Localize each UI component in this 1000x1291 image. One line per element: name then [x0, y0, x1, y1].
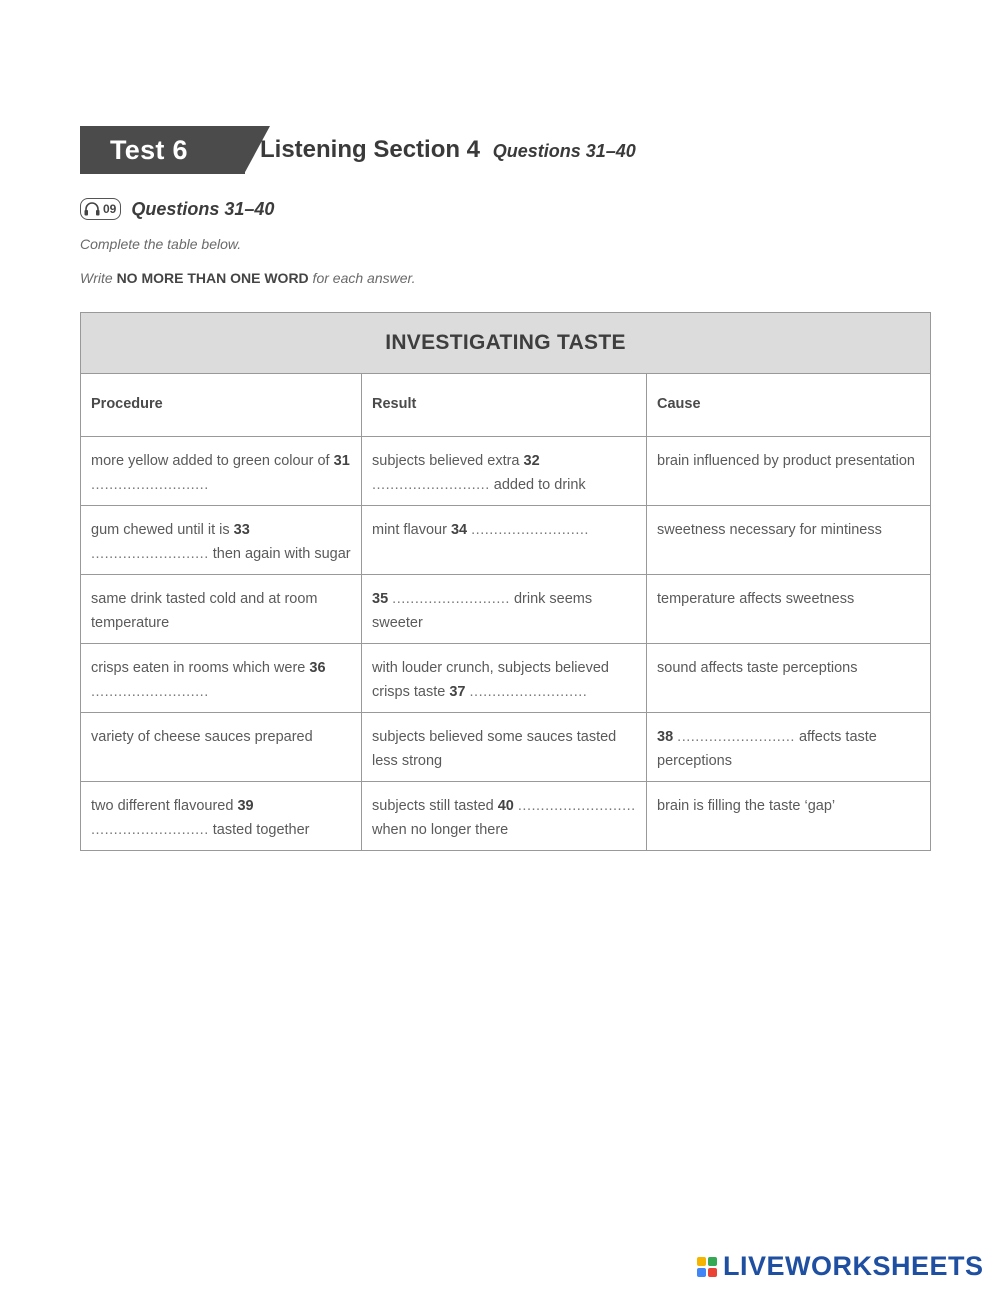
- cell-text: affects taste perceptions: [657, 729, 877, 769]
- cell-cause: [647, 506, 931, 575]
- audio-track-number: 09: [103, 202, 117, 216]
- audio-track: [80, 198, 274, 220]
- taste-table: [80, 312, 931, 851]
- cell-result: [362, 644, 647, 713]
- cell-text: when no longer there: [372, 822, 509, 838]
- cell-result: [362, 575, 647, 644]
- cell-text: sweetness necessary for mintiness: [657, 522, 882, 538]
- cell-procedure: [81, 437, 362, 506]
- cell-text: more yellow added to green colour of: [91, 453, 334, 469]
- cell-text: crisps eaten in rooms which were: [91, 660, 310, 676]
- cell-text: brain is filling the taste ‘gap’: [657, 798, 836, 814]
- cell-cause: [647, 782, 931, 851]
- cell-text: added to drink: [489, 477, 586, 493]
- cell-text: drink seems sweeter: [372, 591, 593, 631]
- cell-text: mint flavour: [372, 522, 451, 538]
- cell-procedure: [81, 713, 362, 782]
- headphones-icon: [83, 201, 101, 217]
- cell-text: subjects believed some sauces tasted less strong: [372, 729, 617, 769]
- column-header-row: [81, 374, 931, 437]
- question-number: 33: [233, 522, 250, 538]
- question-number: 32: [523, 453, 540, 469]
- instruction-suffix: for each answer.: [308, 270, 416, 286]
- answer-blank[interactable]: ..........................: [91, 684, 209, 700]
- answer-blank[interactable]: ..........................: [469, 684, 588, 700]
- cell-procedure: [81, 575, 362, 644]
- question-number: 31: [333, 453, 350, 469]
- table-row: [81, 713, 931, 782]
- instruction-line-1: Complete the table below.: [80, 236, 242, 252]
- column-header-cause: Cause: [647, 374, 931, 437]
- cell-text: variety of cheese sauces prepared: [91, 729, 313, 745]
- cell-text: with louder crunch, subjects believed crisps taste: [372, 660, 609, 700]
- section-title-text: Listening Section 4: [260, 136, 481, 163]
- answer-blank[interactable]: ..........................: [392, 591, 510, 607]
- answer-blank[interactable]: ..........................: [471, 522, 589, 538]
- column-header-result: Result: [362, 374, 647, 437]
- cell-text: tasted together: [208, 822, 310, 838]
- cell-cause: [647, 575, 931, 644]
- cell-text: same drink tasted cold and at room temperature: [91, 591, 318, 631]
- cell-result: [362, 437, 647, 506]
- question-number: 40: [497, 798, 514, 814]
- cell-procedure: [81, 782, 362, 851]
- section-title: [260, 136, 636, 164]
- table-row: [81, 644, 931, 713]
- instruction-prefix: Write: [80, 270, 117, 286]
- section-questions: Questions 31–40: [492, 141, 636, 161]
- question-number: 39: [237, 798, 254, 814]
- cell-text: then again with sugar: [208, 546, 351, 562]
- logo-text: LIVEWORKSHEETS: [723, 1251, 984, 1281]
- question-number: 34: [450, 522, 468, 538]
- table-row: [81, 437, 931, 506]
- test-label: Test 6: [80, 126, 245, 174]
- cell-text: temperature affects sweetness: [657, 591, 855, 607]
- cell-result: [362, 782, 647, 851]
- cell-text: subjects still tasted: [372, 798, 498, 814]
- question-number: 37: [449, 684, 466, 700]
- taste-table-wrapper: [80, 312, 930, 851]
- cell-procedure: [81, 644, 362, 713]
- cell-text: gum chewed until it is: [91, 522, 234, 538]
- question-number: 36: [309, 660, 326, 676]
- audio-badge: [80, 198, 121, 220]
- question-number: 38: [657, 729, 674, 745]
- answer-blank[interactable]: ..........................: [677, 729, 795, 745]
- cell-result: [362, 506, 647, 575]
- logo-blocks-icon: [697, 1257, 717, 1277]
- cell-cause: [647, 644, 931, 713]
- table-row: [81, 506, 931, 575]
- answer-blank[interactable]: ..........................: [91, 477, 209, 493]
- cell-text: sound affects taste perceptions: [657, 660, 858, 676]
- cell-result: [362, 713, 647, 782]
- answer-blank[interactable]: ..........................: [372, 477, 490, 493]
- table-row: [81, 782, 931, 851]
- audio-title: Questions 31–40: [131, 198, 275, 219]
- instruction-line-2: [80, 270, 416, 286]
- cell-text: two different flavoured: [91, 798, 238, 814]
- table-title: INVESTIGATING TASTE: [81, 313, 931, 374]
- column-header-procedure: Procedure: [81, 374, 362, 437]
- answer-blank[interactable]: ..........................: [517, 798, 636, 814]
- answer-blank[interactable]: ..........................: [91, 822, 209, 838]
- cell-cause: [647, 713, 931, 782]
- liveworksheets-logo: [697, 1251, 984, 1282]
- cell-procedure: [81, 506, 362, 575]
- instruction-bold: NO MORE THAN ONE WORD: [116, 270, 309, 286]
- page-header: [80, 126, 940, 176]
- question-number: 35: [372, 591, 389, 607]
- answer-blank[interactable]: ..........................: [91, 546, 209, 562]
- cell-text: brain influenced by product presentation: [657, 453, 915, 469]
- cell-cause: [647, 437, 931, 506]
- table-row: [81, 575, 931, 644]
- cell-text: subjects believed extra: [372, 453, 524, 469]
